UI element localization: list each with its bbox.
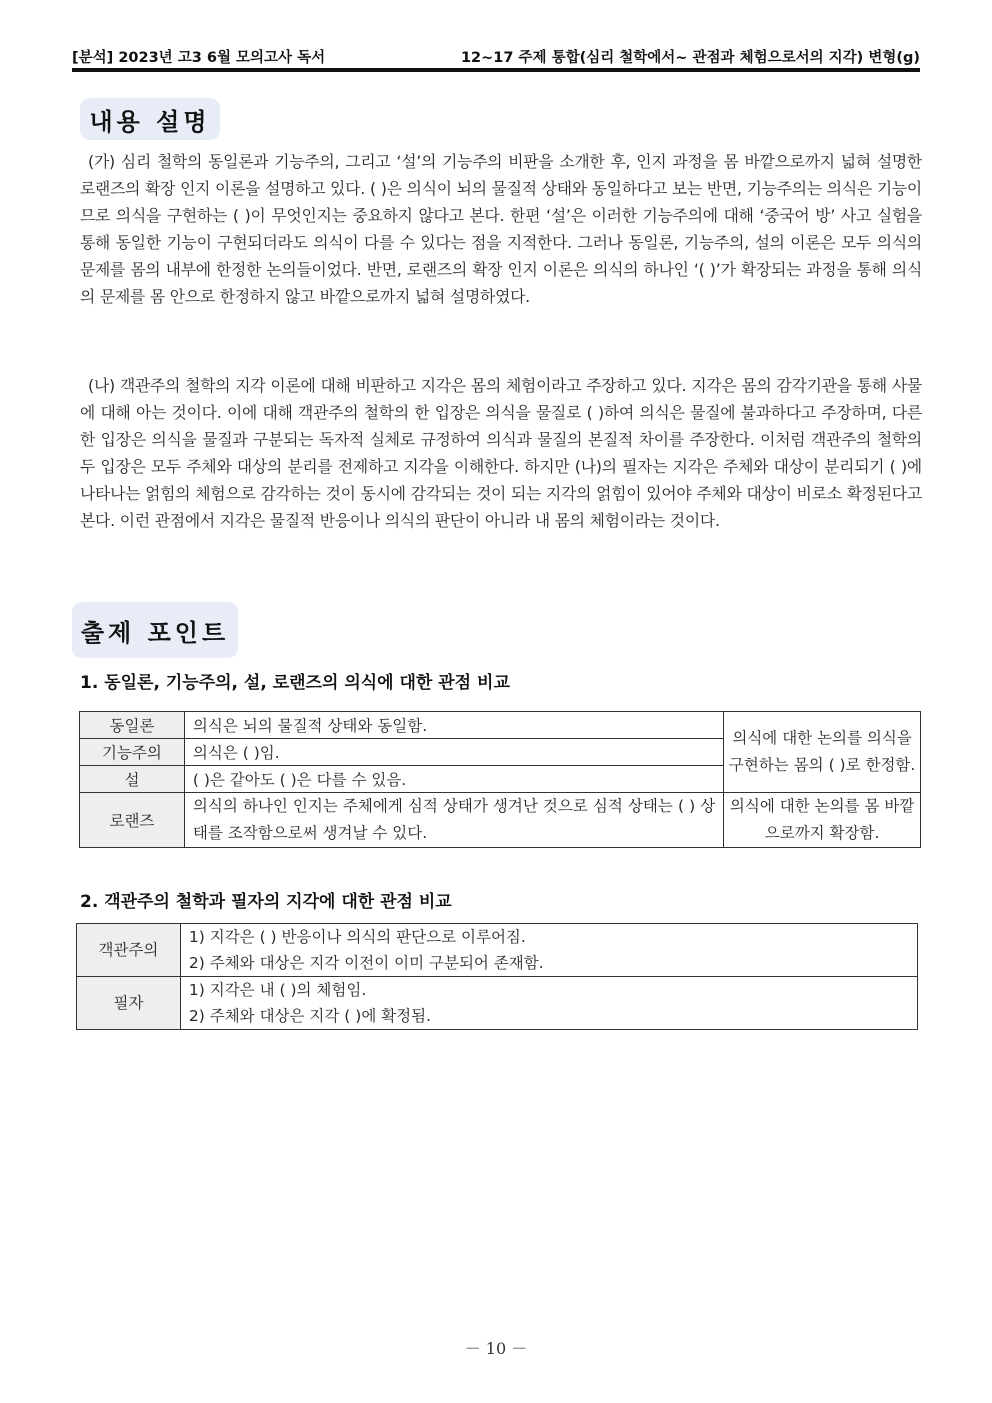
side-note-top: 의식에 대한 논의를 의식을 구현하는 몸의 ( )로 한정함. bbox=[724, 712, 921, 793]
section-tag-points: 출제 포인트 bbox=[72, 602, 238, 658]
question-1-title: 1. 동일론, 기능주의, 설, 로랜즈의 의식에 대한 관점 비교 bbox=[80, 673, 510, 693]
page-header bbox=[72, 44, 920, 68]
row-text: ( )은 같아도 ( )은 다를 수 있음. bbox=[184, 766, 723, 793]
row-text bbox=[180, 977, 917, 1030]
table-row bbox=[77, 924, 918, 977]
row-label: 로랜즈 bbox=[80, 793, 185, 848]
row-text: 의식의 하나인 인지는 주체에게 심적 상태가 생겨난 것으로 심적 상태는 ( ) 상태를 조작함으로써 생겨날 수 있다. bbox=[184, 793, 723, 848]
row-text: 의식은 뇌의 물질적 상태와 동일함. bbox=[184, 712, 723, 739]
question-2-title: 2. 객관주의 철학과 필자의 지각에 대한 관점 비교 bbox=[80, 892, 452, 912]
header-right-title: 12~17 주제 통합(심리 철학에서~ 관점과 체험으로서의 지각) 변형(g) bbox=[460, 50, 920, 66]
row-label: 기능주의 bbox=[80, 739, 185, 766]
comparison-table-consciousness bbox=[79, 711, 921, 848]
section-tag-content: 내용 설명 bbox=[80, 98, 220, 140]
row-text: 의식은 ( )임. bbox=[184, 739, 723, 766]
table-row bbox=[80, 712, 921, 739]
comparison-table-perception bbox=[76, 923, 918, 1030]
row-label: 동일론 bbox=[80, 712, 185, 739]
page-number: － 10 － bbox=[464, 1339, 528, 1358]
row-text bbox=[180, 924, 917, 977]
table-row bbox=[80, 793, 921, 848]
row-label: 설 bbox=[80, 766, 185, 793]
paragraph-na: (나) 객관주의 철학의 지각 이론에 대해 비판하고 지각은 몸의 체험이라고 주장하고 있다. 지각은 몸의 감각기관을 통해 사물에 대해 아는 것이다. 이에 대해 객관주의 철학의 한 입장은 의식을 물질로 ( )하여 의식은 물질에 불과하다고 주장하며, 다른 한 입장은 의식을 물질과 구분되는 독자적 실체로 규정하여 의식과 물질의 본질적 차이를 주장한다. 이처럼 객관주의 철학의 두 입장은 모두 주체와 대상의 분리를 전제하고 지각을 이해한다. 하지만 (나)의 필자는 지각은 주체와 대상이 분리되기 ( )에 나타나는 얽힘의 체험으로 감각하는 것이 동시에 감각되는 것이 되는 지각의 얽힘이 있어야 주체와 대상이 비로소 확정된다고 본다. 이런 관점에서 지각은 물질적 반응이나 의식의 판단이 아니라 내 몸의 체험이라는 것이다. bbox=[80, 376, 922, 530]
paragraph-ga: (가) 심리 철학의 동일론과 기능주의, 그리고 ‘설’의 기능주의 비판을 소개한 후, 인지 과정을 몸 바깥으로까지 넓혀 설명한 로랜즈의 확장 인지 이론을 설명하고 있다. ( )은 의식이 뇌의 물질적 상태와 동일하다고 보는 반면, 기능주의는 의식은 기능이므로 의식을 구현하는 ( )이 무엇인지는 중요하지 않다고 본다. 한편 ‘설’은 이러한 기능주의에 대해 ‘중국어 방’ 사고 실험을 통해 동일한 기능이 구현되더라도 의식이 다를 수 있다는 점을 지적한다. 그러나 동일론, 기능주의, 설의 이론은 모두 의식의 문제를 몸의 내부에 한정한 논의들이었다. 반면, 로랜즈의 확장 인지 이론은 의식의 하나인 ‘( )’가 확장되는 과정을 통해 의식의 문제를 몸 안으로 한정하지 않고 바깥으로까지 넓혀 설명하였다. bbox=[80, 152, 922, 306]
table-row bbox=[77, 977, 918, 1030]
side-note-bottom: 의식에 대한 논의를 몸 바깥으로까지 확장함. bbox=[724, 793, 921, 848]
row-label: 필자 bbox=[77, 977, 181, 1030]
header-rule bbox=[72, 68, 920, 72]
row-line: 2) 주체와 대상은 지각 ( )에 확정됨. bbox=[188, 1007, 432, 1025]
row-line: 1) 지각은 내 ( )의 체험임. bbox=[188, 981, 367, 999]
row-label: 객관주의 bbox=[77, 924, 181, 977]
row-line: 1) 지각은 ( ) 반응이나 의식의 판단으로 이루어짐. bbox=[188, 928, 526, 946]
row-line: 2) 주체와 대상은 지각 이전이 이미 구분되어 존재함. bbox=[188, 954, 544, 972]
header-left-title: [분석] 2023년 고3 6월 모의고사 독서 bbox=[72, 50, 326, 66]
